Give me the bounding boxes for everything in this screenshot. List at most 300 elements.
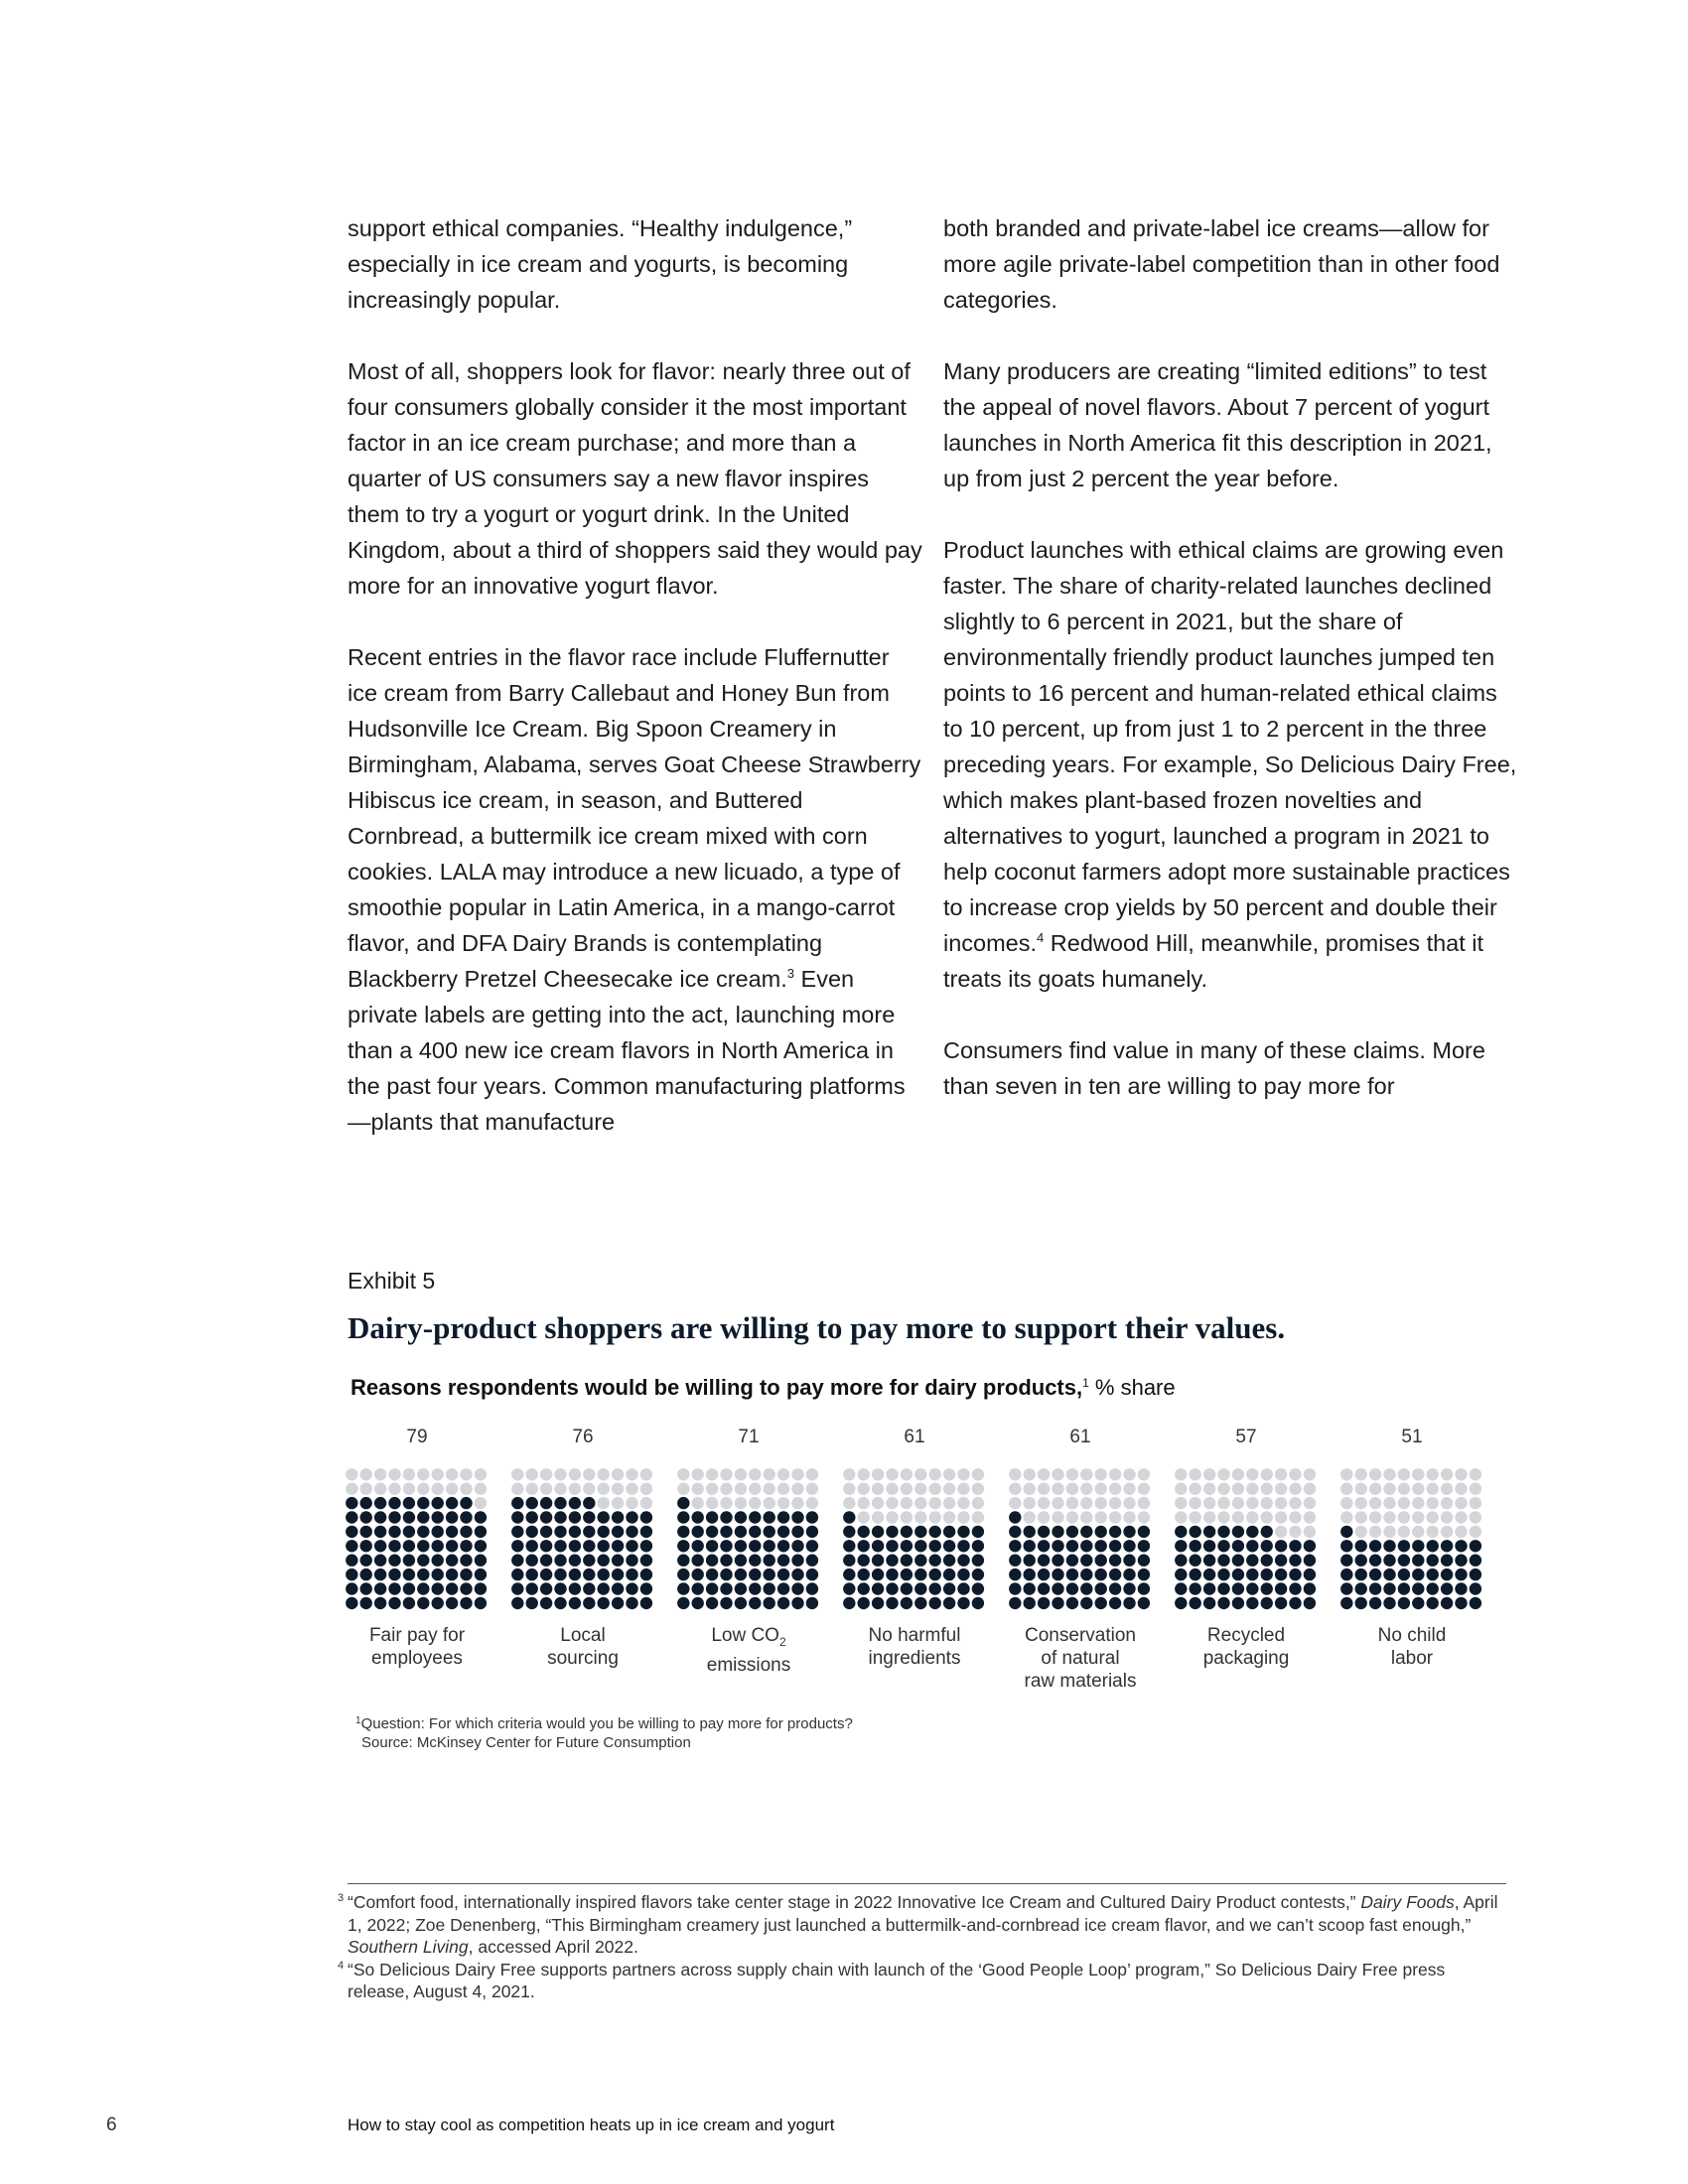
waffle-dot-filled: [583, 1497, 595, 1509]
waffle-dot-filled: [417, 1582, 429, 1594]
waffle-dot-filled: [1203, 1597, 1215, 1609]
waffle-dot-filled: [1009, 1540, 1021, 1552]
waffle-dot-empty: [1275, 1526, 1287, 1538]
waffle-dot-filled: [843, 1569, 855, 1580]
waffle-dot-filled: [374, 1597, 386, 1609]
data-label: 61: [904, 1427, 925, 1447]
waffle-dot-filled: [1175, 1582, 1187, 1594]
waffle-dot-filled: [677, 1569, 689, 1580]
waffle-dot-filled: [1441, 1540, 1453, 1552]
waffle-dot-empty: [1009, 1483, 1021, 1495]
waffle-dot-empty: [677, 1483, 689, 1495]
waffle-dot-filled: [777, 1526, 789, 1538]
waffle-dot-filled: [598, 1582, 610, 1594]
waffle-dot-empty: [1275, 1483, 1287, 1495]
waffle-dot-empty: [1398, 1511, 1410, 1523]
waffle-dot-filled: [1175, 1597, 1187, 1609]
waffle-dot-filled: [677, 1597, 689, 1609]
waffle-dot-filled: [446, 1526, 458, 1538]
waffle-dot-filled: [1066, 1597, 1078, 1609]
waffle-dot-empty: [583, 1468, 595, 1480]
waffle-dot-filled: [612, 1555, 624, 1567]
footnote-reference: 1: [1082, 1376, 1089, 1390]
waffle-dot-filled: [720, 1597, 732, 1609]
waffle-dot-filled: [1095, 1569, 1107, 1580]
waffle-dot-empty: [346, 1483, 357, 1495]
waffle-dot-filled: [764, 1511, 775, 1523]
waffle-dot-filled: [475, 1569, 487, 1580]
waffle-dot-filled: [1138, 1569, 1150, 1580]
waffle-dot-filled: [460, 1511, 472, 1523]
waffle-grid: [510, 1467, 655, 1612]
waffle-dot-empty: [1052, 1483, 1063, 1495]
waffle-dot-empty: [1383, 1497, 1395, 1509]
waffle-dot-filled: [388, 1597, 400, 1609]
waffle-dot-empty: [1455, 1483, 1467, 1495]
waffle-dot-filled: [735, 1526, 747, 1538]
waffle-dot-filled: [511, 1569, 523, 1580]
waffle-dot-filled: [569, 1597, 581, 1609]
waffle-dot-filled: [554, 1511, 566, 1523]
waffle-dot-filled: [901, 1569, 913, 1580]
waffle-dot-empty: [583, 1483, 595, 1495]
waffle-dot-filled: [540, 1526, 552, 1538]
waffle-dot-empty: [872, 1497, 884, 1509]
waffle-dot-empty: [1232, 1497, 1244, 1509]
waffle-dot-filled: [346, 1555, 357, 1567]
waffle-dot-filled: [1412, 1597, 1424, 1609]
waffle-dot-filled: [432, 1511, 444, 1523]
waffle-dot-empty: [914, 1468, 926, 1480]
waffle-dot-filled: [583, 1597, 595, 1609]
waffle-dot-empty: [1175, 1483, 1187, 1495]
waffle-dot-empty: [460, 1483, 472, 1495]
waffle-dot-empty: [901, 1483, 913, 1495]
waffle-dot-filled: [914, 1526, 926, 1538]
waffle-dot-empty: [677, 1468, 689, 1480]
waffle-dot-filled: [1275, 1540, 1287, 1552]
waffle-dot-filled: [417, 1526, 429, 1538]
waffle-dot-filled: [735, 1569, 747, 1580]
waffle-dot-filled: [1275, 1597, 1287, 1609]
waffle-group: [1006, 1425, 1155, 1693]
waffle-dot-empty: [612, 1468, 624, 1480]
waffle-dot-filled: [886, 1540, 898, 1552]
waffle-dot-filled: [929, 1582, 941, 1594]
waffle-dot-empty: [1275, 1511, 1287, 1523]
waffle-dot-filled: [1095, 1526, 1107, 1538]
waffle-dot-filled: [1441, 1597, 1453, 1609]
waffle-dot-empty: [957, 1511, 969, 1523]
waffle-dot-filled: [1038, 1526, 1050, 1538]
waffle-dot-empty: [526, 1483, 538, 1495]
waffle-dot-empty: [1369, 1511, 1381, 1523]
category-label-line: emissions: [706, 1654, 791, 1676]
waffle-dot-empty: [1038, 1483, 1050, 1495]
waffle-dot-filled: [791, 1597, 803, 1609]
waffle-dot-filled: [1138, 1526, 1150, 1538]
waffle-dot-empty: [511, 1468, 523, 1480]
waffle-dot-filled: [417, 1569, 429, 1580]
waffle-dot-empty: [914, 1483, 926, 1495]
waffle-dot-filled: [612, 1582, 624, 1594]
waffle-dot-filled: [388, 1569, 400, 1580]
waffle-dot-filled: [460, 1497, 472, 1509]
waffle-dot-filled: [1203, 1540, 1215, 1552]
waffle-dot-empty: [640, 1497, 652, 1509]
waffle-dot-filled: [1261, 1555, 1273, 1567]
waffle-dot-empty: [1275, 1468, 1287, 1480]
waffle-dot-filled: [626, 1511, 637, 1523]
body-paragraph: [348, 639, 923, 1140]
waffle-dot-empty: [749, 1483, 761, 1495]
waffle-dot-empty: [1080, 1497, 1092, 1509]
waffle-dot-filled: [1246, 1526, 1258, 1538]
footnote-reference[interactable]: 3: [786, 966, 794, 981]
waffle-dot-filled: [403, 1569, 415, 1580]
waffle-dot-filled: [346, 1526, 357, 1538]
waffle-dot-empty: [446, 1468, 458, 1480]
waffle-dot-filled: [554, 1555, 566, 1567]
waffle-dot-filled: [972, 1582, 984, 1594]
waffle-dot-filled: [511, 1526, 523, 1538]
waffle-dot-filled: [612, 1526, 624, 1538]
footnote: [338, 1959, 1509, 2003]
waffle-dot-empty: [886, 1468, 898, 1480]
waffle-dot-filled: [598, 1511, 610, 1523]
waffle-dot-filled: [526, 1597, 538, 1609]
waffle-dot-empty: [612, 1497, 624, 1509]
waffle-dot-empty: [1203, 1511, 1215, 1523]
waffle-dot-filled: [1355, 1597, 1367, 1609]
waffle-dot-empty: [764, 1497, 775, 1509]
waffle-dot-filled: [706, 1597, 718, 1609]
waffle-dot-filled: [791, 1540, 803, 1552]
waffle-dot-filled: [1052, 1555, 1063, 1567]
waffle-dot-empty: [1369, 1468, 1381, 1480]
waffle-dot-empty: [1383, 1483, 1395, 1495]
waffle-dot-empty: [346, 1468, 357, 1480]
waffle-dot-filled: [1138, 1540, 1150, 1552]
waffle-dot-empty: [901, 1511, 913, 1523]
waffle-dot-filled: [1470, 1540, 1481, 1552]
waffle-dot-filled: [1383, 1555, 1395, 1567]
waffle-dot-filled: [1455, 1582, 1467, 1594]
waffle-dot-empty: [403, 1468, 415, 1480]
waffle-dot-filled: [677, 1582, 689, 1594]
waffle-dot-filled: [777, 1540, 789, 1552]
waffle-dot-filled: [640, 1526, 652, 1538]
category-label: [840, 1624, 989, 1670]
category-label: [343, 1624, 492, 1670]
waffle-grid: [1174, 1467, 1319, 1612]
waffle-dot-filled: [858, 1540, 870, 1552]
waffle-dot-filled: [346, 1582, 357, 1594]
body-paragraph-text: Recent entries in the flavor race include Fluffernutter ice cream from Barry Callebaut and Honey Bun from Hudsonville Ice Cream. Big Spoon Creamery in Birmingham, Alabama, serves Goat Cheese Strawberry Hibiscus ice cream, in season, and Buttered Cornbread, a buttermilk ice cream mixed with corn cookies. LALA may introduce a new licuado, a type of smoothie popular in Latin America, in a mango-carrot flavor, and DFA Dairy Brands is contemplating Blackberry Pretzel Cheesecake ice cream.: [348, 644, 921, 992]
waffle-dot-empty: [1095, 1468, 1107, 1480]
waffle-dot-empty: [1275, 1497, 1287, 1509]
waffle-dot-filled: [914, 1540, 926, 1552]
waffle-dot-filled: [1095, 1582, 1107, 1594]
waffle-dot-filled: [929, 1597, 941, 1609]
waffle-dot-filled: [403, 1526, 415, 1538]
waffle-dot-filled: [1275, 1569, 1287, 1580]
waffle-dot-empty: [446, 1483, 458, 1495]
waffle-dot-empty: [640, 1483, 652, 1495]
waffle-grid: [345, 1467, 490, 1612]
waffle-dot-empty: [640, 1468, 652, 1480]
waffle-dot-filled: [1340, 1555, 1352, 1567]
waffle-dot-filled: [1441, 1582, 1453, 1594]
waffle-dot-filled: [1369, 1569, 1381, 1580]
waffle-dot-filled: [1398, 1569, 1410, 1580]
waffle-dot-filled: [1304, 1582, 1316, 1594]
waffle-dot-filled: [583, 1511, 595, 1523]
waffle-dot-filled: [777, 1597, 789, 1609]
data-label: 71: [738, 1427, 760, 1447]
waffle-dot-empty: [1340, 1511, 1352, 1523]
waffle-dot-empty: [1203, 1483, 1215, 1495]
waffle-dot-filled: [1340, 1582, 1352, 1594]
waffle-dot-filled: [569, 1569, 581, 1580]
waffle-dot-filled: [511, 1540, 523, 1552]
waffle-dot-filled: [432, 1526, 444, 1538]
waffle-dot-filled: [749, 1555, 761, 1567]
footnote-reference[interactable]: 4: [1037, 930, 1045, 945]
waffle-dot-filled: [872, 1582, 884, 1594]
waffle-dot-filled: [1289, 1597, 1301, 1609]
waffle-dot-empty: [720, 1468, 732, 1480]
waffle-dot-empty: [843, 1497, 855, 1509]
waffle-dot-empty: [1355, 1526, 1367, 1538]
waffle-dot-empty: [1427, 1483, 1439, 1495]
category-label-line: No child: [1377, 1625, 1447, 1646]
waffle-dot-filled: [540, 1511, 552, 1523]
waffle-dot-filled: [1383, 1582, 1395, 1594]
waffle-dot-empty: [432, 1483, 444, 1495]
waffle-dot-filled: [806, 1569, 818, 1580]
waffle-dot-empty: [1190, 1483, 1201, 1495]
waffle-dot-filled: [720, 1569, 732, 1580]
waffle-dot-filled: [1138, 1555, 1150, 1567]
waffle-dot-empty: [777, 1483, 789, 1495]
waffle-dot-empty: [1038, 1511, 1050, 1523]
waffle-grid: [1008, 1467, 1153, 1612]
waffle-dot-filled: [1190, 1526, 1201, 1538]
waffle-dot-filled: [706, 1526, 718, 1538]
waffle-dot-filled: [432, 1597, 444, 1609]
waffle-dot-filled: [640, 1540, 652, 1552]
waffle-dot-filled: [626, 1540, 637, 1552]
waffle-dot-empty: [764, 1468, 775, 1480]
waffle-dot-filled: [1427, 1555, 1439, 1567]
waffle-dot-filled: [692, 1526, 704, 1538]
waffle-dot-filled: [1275, 1555, 1287, 1567]
waffle-dot-filled: [692, 1597, 704, 1609]
waffle-dot-filled: [346, 1569, 357, 1580]
waffle-dot-filled: [403, 1555, 415, 1567]
waffle-dot-filled: [540, 1497, 552, 1509]
waffle-dot-empty: [388, 1483, 400, 1495]
waffle-dot-empty: [1190, 1497, 1201, 1509]
waffle-dot-filled: [612, 1540, 624, 1552]
waffle-dot-filled: [749, 1597, 761, 1609]
waffle-dot-filled: [957, 1597, 969, 1609]
exhibit-label: Exhibit 5: [348, 1268, 436, 1294]
waffle-dot-filled: [1369, 1582, 1381, 1594]
waffle-dot-filled: [626, 1526, 637, 1538]
waffle-dot-filled: [1038, 1540, 1050, 1552]
waffle-dot-empty: [1470, 1497, 1481, 1509]
category-label-line: [674, 1624, 823, 1654]
footnote: [338, 1891, 1509, 1959]
waffle-dot-filled: [1080, 1555, 1092, 1567]
waffle-dot-filled: [1369, 1540, 1381, 1552]
waffle-dot-empty: [692, 1468, 704, 1480]
waffle-dot-empty: [511, 1483, 523, 1495]
waffle-dot-filled: [677, 1511, 689, 1523]
waffle-dot-filled: [791, 1511, 803, 1523]
waffle-dot-empty: [791, 1468, 803, 1480]
waffle-dot-empty: [1398, 1483, 1410, 1495]
waffle-dot-filled: [1261, 1582, 1273, 1594]
waffle-dot-filled: [886, 1555, 898, 1567]
waffle-dot-empty: [1412, 1497, 1424, 1509]
waffle-dot-filled: [764, 1540, 775, 1552]
waffle-dot-filled: [872, 1569, 884, 1580]
waffle-dot-filled: [1427, 1597, 1439, 1609]
waffle-dot-filled: [432, 1540, 444, 1552]
waffle-dot-empty: [1441, 1511, 1453, 1523]
waffle-dot-filled: [388, 1497, 400, 1509]
waffle-dot-empty: [735, 1483, 747, 1495]
waffle-dot-empty: [1246, 1511, 1258, 1523]
waffle-dot-empty: [360, 1468, 372, 1480]
waffle-dot-filled: [1355, 1582, 1367, 1594]
waffle-dot-filled: [475, 1555, 487, 1567]
waffle-dot-empty: [1217, 1483, 1229, 1495]
waffle-dot-filled: [475, 1511, 487, 1523]
waffle-dot-filled: [901, 1555, 913, 1567]
waffle-dot-empty: [943, 1483, 955, 1495]
waffle-dot-empty: [612, 1483, 624, 1495]
waffle-dot-empty: [1052, 1511, 1063, 1523]
waffle-group: [1172, 1425, 1321, 1670]
waffle-dot-filled: [1024, 1597, 1036, 1609]
waffle-dot-filled: [526, 1555, 538, 1567]
waffle-dot-empty: [569, 1483, 581, 1495]
waffle-dot-filled: [526, 1497, 538, 1509]
category-label-line: No harmful: [868, 1625, 961, 1646]
waffle-dot-empty: [540, 1468, 552, 1480]
waffle-dot-empty: [1261, 1468, 1273, 1480]
waffle-dot-empty: [1190, 1468, 1201, 1480]
waffle-dot-filled: [540, 1597, 552, 1609]
waffle-dot-filled: [360, 1526, 372, 1538]
waffle-dot-empty: [1024, 1511, 1036, 1523]
waffle-dot-filled: [720, 1555, 732, 1567]
exhibit-title: Dairy-product shoppers are willing to pay more to support their values.: [348, 1310, 1286, 1345]
waffle-dot-filled: [843, 1540, 855, 1552]
chart-note: [355, 1714, 853, 1752]
waffle-dot-filled: [1009, 1511, 1021, 1523]
waffle-dot-filled: [843, 1526, 855, 1538]
waffle-dot-filled: [1412, 1540, 1424, 1552]
waffle-dot-empty: [858, 1468, 870, 1480]
waffle-dot-filled: [446, 1597, 458, 1609]
waffle-dot-filled: [346, 1540, 357, 1552]
waffle-dot-empty: [1052, 1497, 1063, 1509]
waffle-dot-filled: [706, 1582, 718, 1594]
waffle-dot-filled: [1340, 1540, 1352, 1552]
waffle-dot-empty: [1109, 1468, 1121, 1480]
waffle-dot-filled: [720, 1582, 732, 1594]
waffle-dot-filled: [1138, 1582, 1150, 1594]
waffle-dot-filled: [554, 1540, 566, 1552]
waffle-dot-filled: [446, 1540, 458, 1552]
waffle-dot-filled: [511, 1497, 523, 1509]
waffle-dot-empty: [1038, 1468, 1050, 1480]
category-label-text: Low CO: [711, 1625, 779, 1646]
waffle-dot-filled: [511, 1555, 523, 1567]
waffle-dot-filled: [1246, 1597, 1258, 1609]
waffle-dot-filled: [706, 1540, 718, 1552]
waffle-dot-filled: [446, 1582, 458, 1594]
waffle-dot-filled: [1190, 1555, 1201, 1567]
subscript: 2: [778, 1634, 786, 1649]
data-label: 51: [1401, 1427, 1423, 1447]
waffle-dot-empty: [764, 1483, 775, 1495]
waffle-dot-filled: [612, 1569, 624, 1580]
waffle-dot-filled: [1109, 1582, 1121, 1594]
waffle-dot-filled: [749, 1511, 761, 1523]
waffle-dot-filled: [706, 1511, 718, 1523]
waffle-dot-filled: [1066, 1540, 1078, 1552]
waffle-dot-empty: [1217, 1497, 1229, 1509]
waffle-dot-filled: [403, 1582, 415, 1594]
waffle-dot-empty: [1217, 1511, 1229, 1523]
waffle-dot-empty: [475, 1497, 487, 1509]
waffle-dot-empty: [1383, 1511, 1395, 1523]
category-label-line: Conservation: [1025, 1625, 1136, 1646]
waffle-dot-empty: [749, 1497, 761, 1509]
category-label-line: labor: [1390, 1648, 1434, 1669]
waffle-dot-empty: [1398, 1497, 1410, 1509]
waffle-dot-filled: [972, 1555, 984, 1567]
waffle-dot-filled: [1109, 1540, 1121, 1552]
waffle-dot-filled: [692, 1569, 704, 1580]
waffle-dot-filled: [460, 1597, 472, 1609]
waffle-dot-filled: [692, 1540, 704, 1552]
waffle-dot-empty: [1217, 1468, 1229, 1480]
waffle-dot-filled: [1289, 1582, 1301, 1594]
waffle-dot-filled: [1217, 1582, 1229, 1594]
waffle-dot-filled: [943, 1526, 955, 1538]
waffle-dot-empty: [1175, 1511, 1187, 1523]
waffle-dot-filled: [1052, 1597, 1063, 1609]
waffle-dot-filled: [1455, 1540, 1467, 1552]
waffle-dot-filled: [1455, 1555, 1467, 1567]
footnote-publication: Dairy Foods: [1360, 1892, 1455, 1912]
waffle-grid: [1339, 1467, 1484, 1612]
waffle-dot-empty: [1369, 1497, 1381, 1509]
waffle-dot-filled: [764, 1597, 775, 1609]
waffle-dot-filled: [735, 1555, 747, 1567]
waffle-dot-filled: [929, 1526, 941, 1538]
waffle-dot-empty: [1470, 1511, 1481, 1523]
waffle-dot-filled: [764, 1582, 775, 1594]
waffle-dot-empty: [1289, 1511, 1301, 1523]
